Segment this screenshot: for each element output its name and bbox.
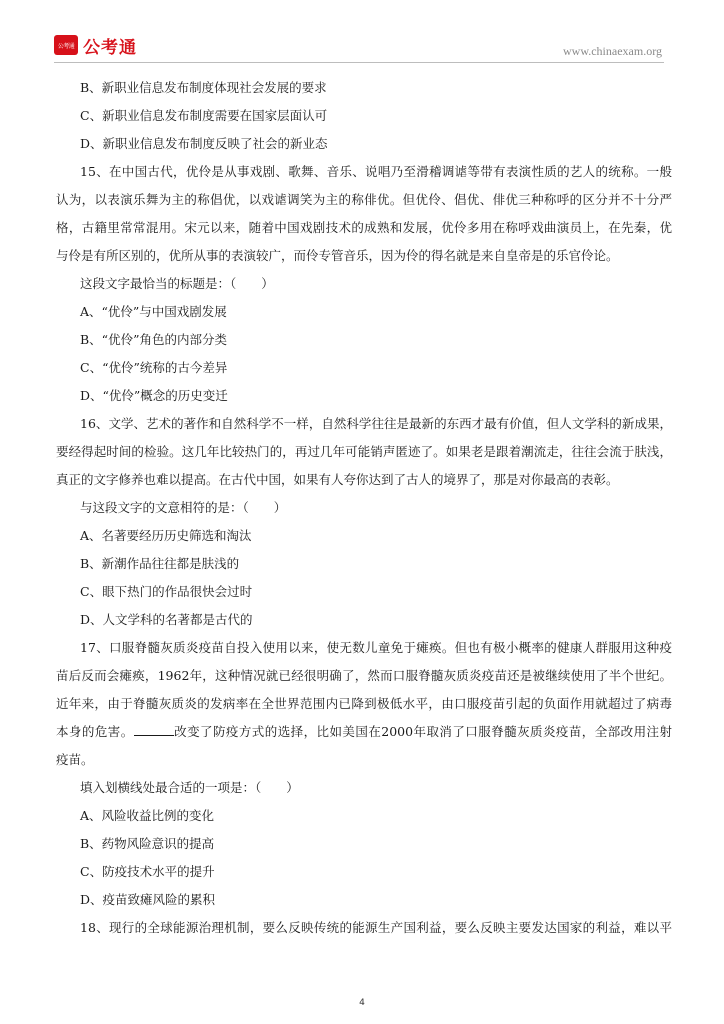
question-15-line: 认为，以表演乐舞为主的称倡优，以戏谑调笑为主的称俳优。但优伶、倡优、俳优三种称呼的区分并不十分严 (56, 192, 672, 207)
option-b: B、新职业信息发布制度体现社会发展的要求 (80, 80, 327, 95)
question-17-line: 近年来，由于脊髓灰质炎的发病率在全世界范围内已降到极低水平，由口服疫苗引起的负面作用就超过了病毒 (56, 696, 672, 711)
logo-text: 公考通 (83, 37, 137, 58)
question-17-text: 本身的危害。 (56, 724, 134, 739)
site-url[interactable]: www.chinaexam.org (563, 44, 662, 58)
page-header (0, 0, 724, 62)
question-15-line: 格，古籍里常常混用。宋元以来，随着中国戏剧技术的成熟和发展，优伶多用在称呼戏曲演员上，在先秦，优 (56, 220, 672, 235)
option-a: A、风险收益比例的变化 (80, 808, 215, 823)
option-b: B、药物风险意识的提高 (80, 836, 215, 851)
question-15-line: 与伶是有所区别的，优所从事的表演较广，而伶专管音乐，因为伶的得名就是来自皇帝是的乐官伶论。 (56, 248, 619, 263)
question-15-prompt: 这段文字最恰当的标题是：（ ） (80, 276, 274, 291)
option-c: C、眼下热门的作品很快会过时 (80, 584, 253, 599)
document-body (56, 74, 672, 942)
question-16-line: 真正的文字修养也难以提高。在古代中国，如果有人夸你达到了古人的境界了，那是对你最高的表彰。 (56, 472, 619, 487)
question-17-line (56, 718, 672, 746)
question-17-prompt: 填入划横线处最合适的一项是：（ ） (80, 780, 299, 795)
question-17-line: 苗后反而会瘫痪，1962年，这种情况就已经很明确了，然而口服脊髓灰质炎疫苗还是被继续使用了半个世纪。 (56, 668, 672, 683)
option-c: C、防疫技术水平的提升 (80, 864, 215, 879)
question-15-line: 15、在中国古代，优伶是从事戏剧、歌舞、音乐、说唱乃至滑稽调谑等带有表演性质的艺人的统称。一般 (80, 164, 672, 179)
option-d: D、人文学科的名著都是古代的 (80, 612, 253, 627)
question-17-line: 17、口服脊髓灰质炎疫苗自投入使用以来，使无数儿童免于瘫痪。但也有极小概率的健康人群服用这种疫 (80, 640, 672, 655)
option-b: B、“优伶”角色的内部分类 (80, 332, 227, 347)
question-18-line: 18、现行的全球能源治理机制，要么反映传统的能源生产国利益，要么反映主要发达国家的利益，难以平 (80, 920, 672, 935)
option-d: D、新职业信息发布制度反映了社会的新业态 (80, 136, 328, 151)
question-16-line: 要经得起时间的检验。这几年比较热门的，再过几年可能销声匿迹了。如果老是跟着潮流走，往往会流于肤浅， (56, 444, 672, 459)
fill-in-blank (134, 721, 174, 736)
option-d: D、“优伶”概念的历史变迁 (80, 388, 228, 403)
option-b: B、新潮作品往往都是肤浅的 (80, 556, 240, 571)
logo-badge-icon: 公考通 (54, 35, 78, 55)
page-number: 4 (359, 998, 365, 1008)
question-17-text: 改变了防疫方式的选择，比如美国在2000年取消了口服脊髓灰质炎疫苗，全部改用注射 (173, 724, 672, 739)
option-c: C、新职业信息发布制度需要在国家层面认可 (80, 108, 328, 123)
option-a: A、“优伶”与中国戏剧发展 (80, 304, 227, 319)
brand-logo[interactable] (54, 34, 137, 56)
question-16-line: 16、文学、艺术的著作和自然科学不一样，自然科学往往是最新的东西才最有价值，但人文学科的新成果， (80, 416, 672, 431)
option-c: C、“优伶”统称的古今差异 (80, 360, 228, 375)
option-d: D、疫苗致瘫风险的累积 (80, 892, 216, 907)
header-divider (54, 62, 664, 63)
option-a: A、名著要经历历史筛选和淘汰 (80, 528, 252, 543)
question-17-line: 疫苗。 (56, 752, 94, 767)
question-16-prompt: 与这段文字的文意相符的是：（ ） (80, 500, 287, 515)
